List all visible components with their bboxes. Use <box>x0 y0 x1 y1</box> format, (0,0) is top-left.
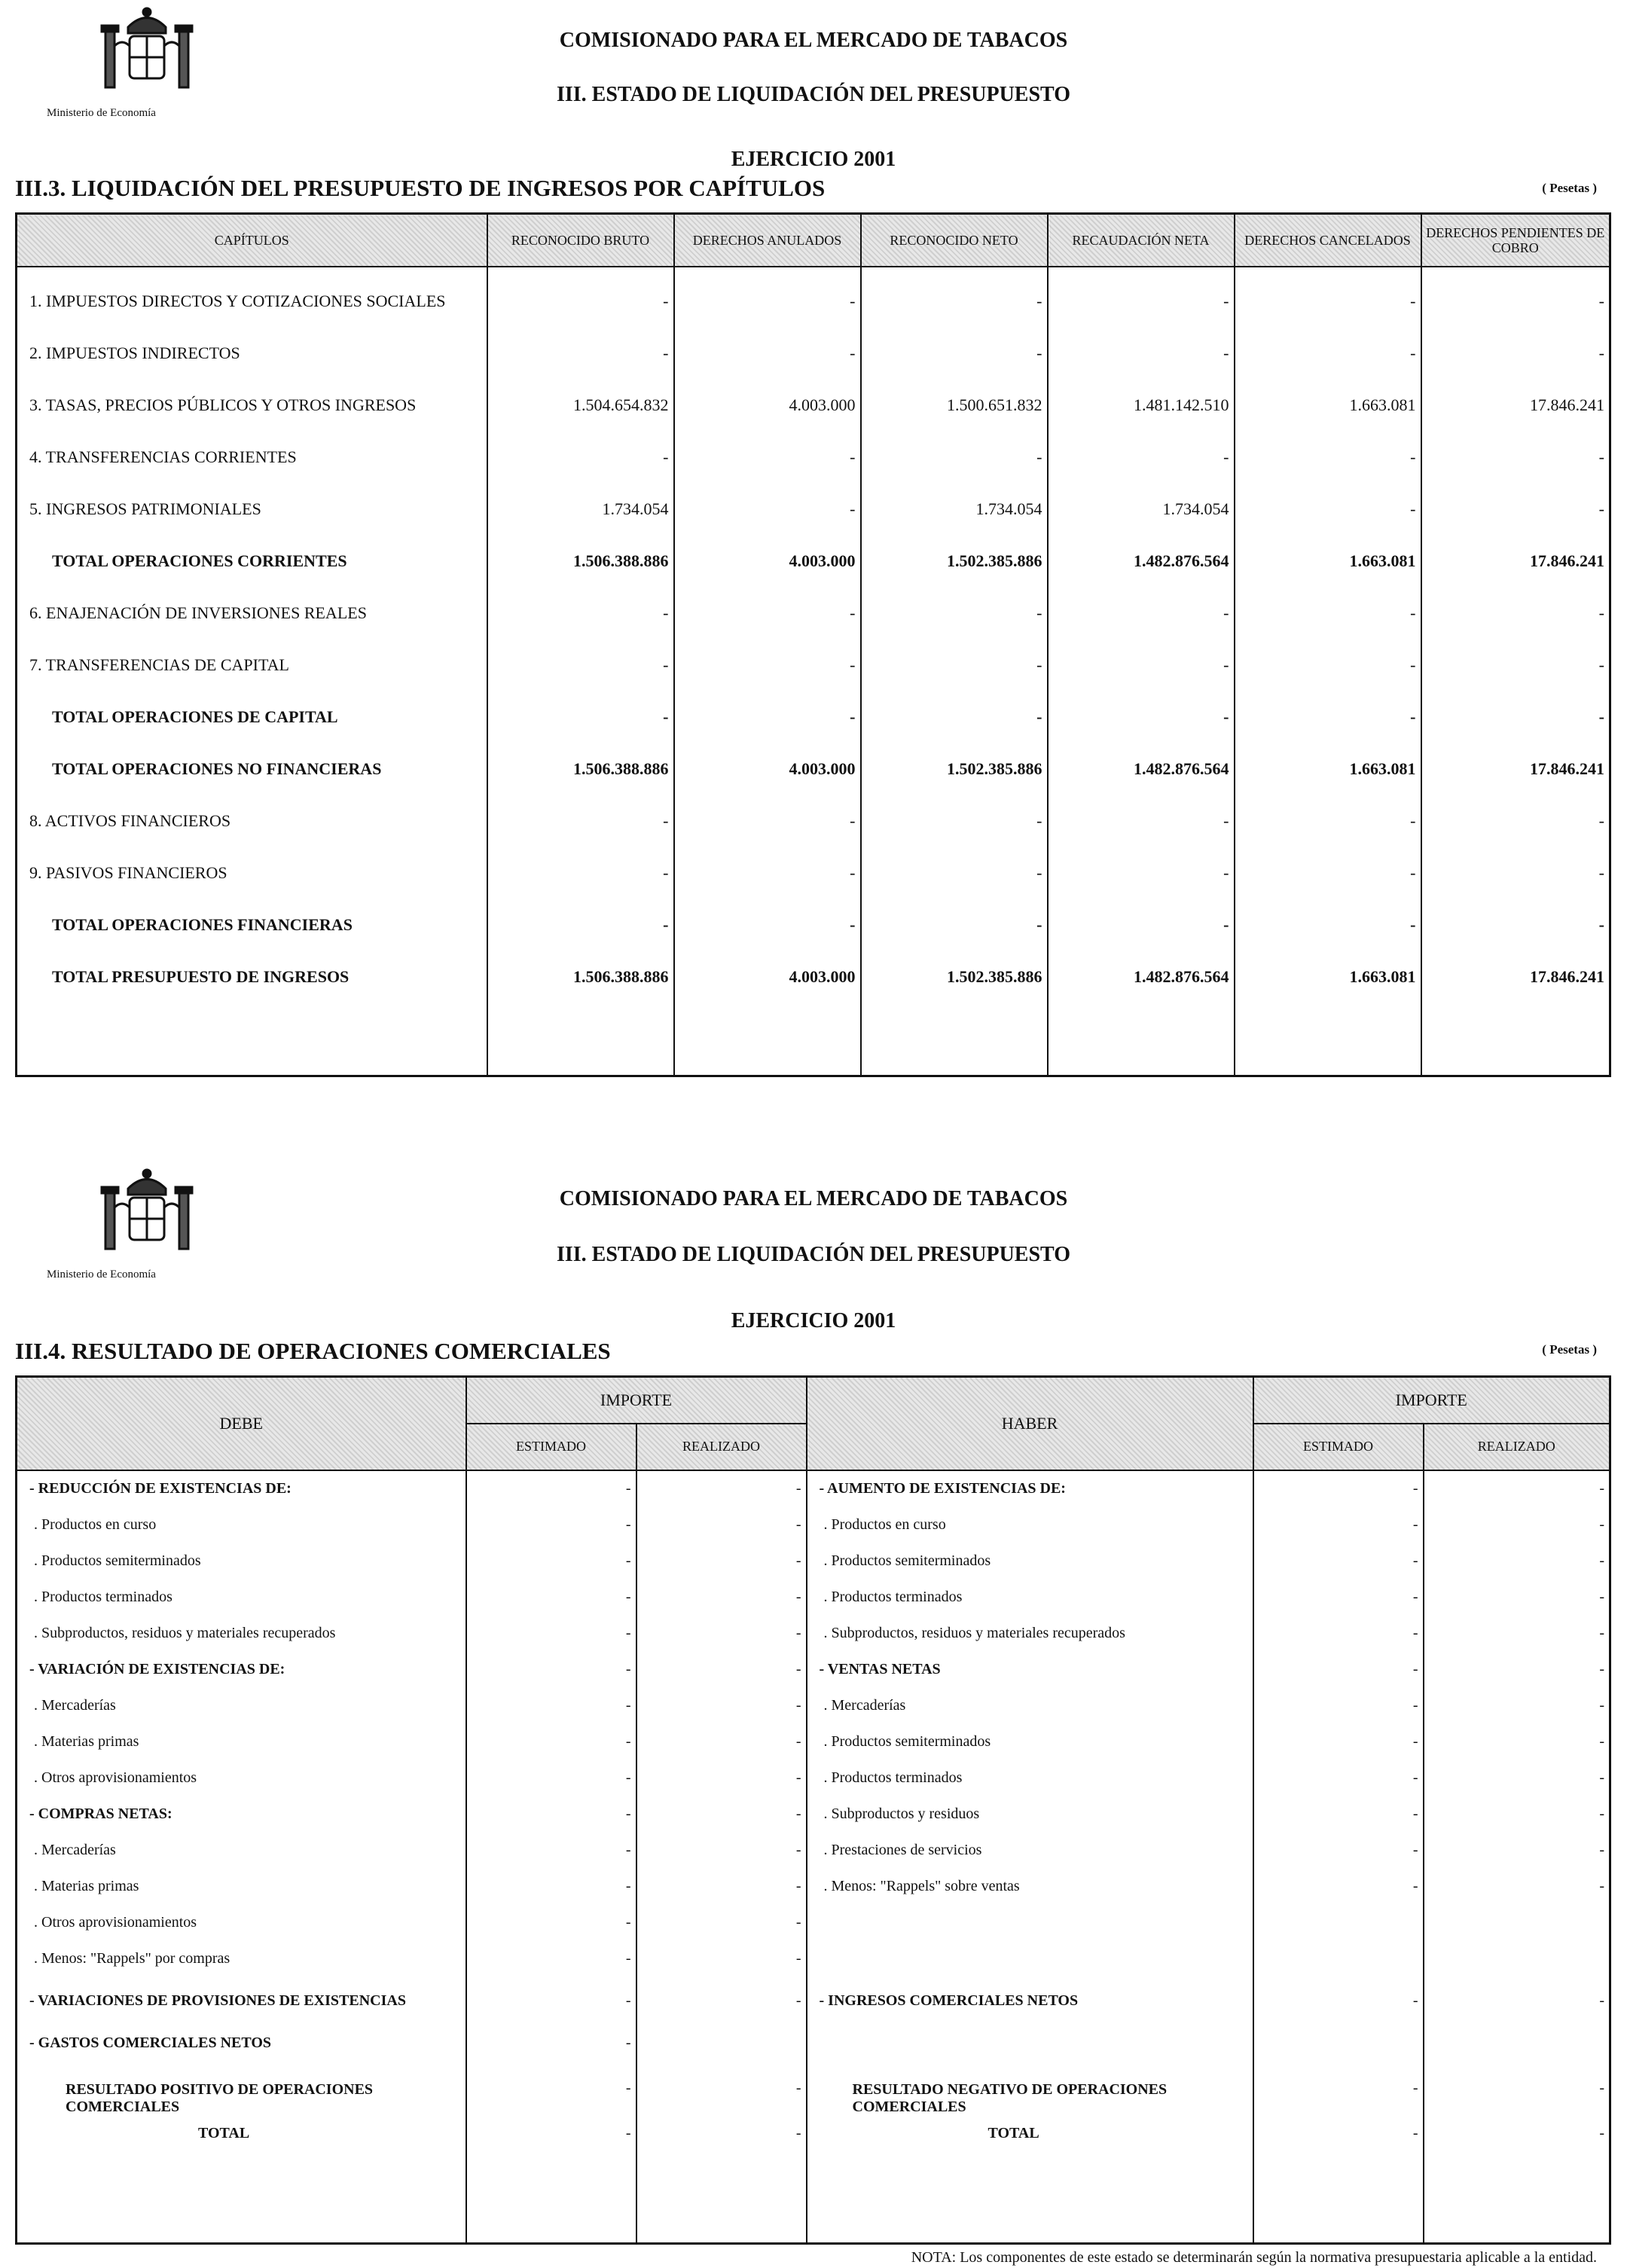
debe-realizado: - <box>636 1507 807 1543</box>
haber-estimado: - <box>1253 1796 1424 1833</box>
cell-value: - <box>674 431 861 483</box>
debe-realizado: - <box>636 1760 807 1796</box>
cell-value: - <box>861 899 1048 951</box>
cell-value: - <box>1421 327 1610 379</box>
table-row <box>17 267 1610 327</box>
haber-estimado: - <box>1253 1470 1424 1507</box>
table-row <box>17 1760 1610 1796</box>
estimado-header: ESTIMADO <box>466 1424 636 1470</box>
table-row <box>17 2025 1610 2062</box>
commercial-operations-table <box>15 1375 1611 2245</box>
cell-value: 4.003.000 <box>674 951 861 1003</box>
debe-realizado: - <box>636 1869 807 1905</box>
debe-label: . Productos terminados <box>17 1580 466 1616</box>
haber-realizado <box>1424 1905 1610 1941</box>
cell-value: 17.846.241 <box>1421 535 1610 587</box>
cell-value: - <box>1235 483 1421 535</box>
result-value: - <box>466 2062 636 2116</box>
fiscal-year: EJERCICIO 2001 <box>731 1309 896 1332</box>
cell-value: - <box>674 691 861 743</box>
haber-label: . Subproductos, residuos y materiales recuperados <box>807 1616 1253 1652</box>
table-row <box>17 1543 1610 1580</box>
debe-estimado: - <box>466 1941 636 1977</box>
table-row <box>17 1470 1610 1507</box>
ministry-label: Ministerio de Economía <box>47 107 156 119</box>
ministry-label: Ministerio de Economía <box>47 1268 156 1281</box>
row-label: 2. IMPUESTOS INDIRECTOS <box>17 327 487 379</box>
income-budget-table <box>15 212 1611 1077</box>
cell-value: - <box>1421 899 1610 951</box>
cell-value: 4.003.000 <box>674 379 861 431</box>
table-row <box>17 327 1610 379</box>
table-row <box>17 483 1610 535</box>
debe-estimado: - <box>466 1905 636 1941</box>
debe-estimado: - <box>466 1869 636 1905</box>
col-header: DERECHOS ANULADOS <box>674 214 861 267</box>
debe-realizado: - <box>636 1905 807 1941</box>
table-header-row <box>17 214 1610 267</box>
table-row <box>17 1580 1610 1616</box>
haber-label: . Productos terminados <box>807 1760 1253 1796</box>
currency-unit: ( Pesetas ) <box>1542 181 1597 195</box>
table-row <box>17 691 1610 743</box>
result-value: - <box>636 2062 807 2116</box>
col-header: DERECHOS CANCELADOS <box>1235 214 1421 267</box>
debe-estimado: - <box>466 1543 636 1580</box>
haber-header: HABER <box>807 1377 1253 1470</box>
haber-label: - INGRESOS COMERCIALES NETOS <box>807 1977 1253 2025</box>
cell-value: - <box>1048 847 1235 899</box>
cell-value: - <box>1421 795 1610 847</box>
cell-value: - <box>674 483 861 535</box>
cell-value: - <box>487 847 674 899</box>
cell-value: - <box>1235 795 1421 847</box>
footnote: NOTA: Los componentes de este estado se determinarán según la normativa presupuestaria aplicable a la entidad. <box>911 2249 1597 2266</box>
section-title: III.4. RESULTADO DE OPERACIONES COMERCIALES <box>15 1338 611 1364</box>
cell-value: 1.504.654.832 <box>487 379 674 431</box>
debe-estimado: - <box>466 1724 636 1760</box>
col-header: CAPÍTULOS <box>17 214 487 267</box>
result-value: - <box>1424 2062 1610 2116</box>
empty-cell <box>1235 1003 1421 1076</box>
table-row <box>17 1977 1610 2025</box>
cell-value: 1.502.385.886 <box>861 951 1048 1003</box>
debe-label: - COMPRAS NETAS: <box>17 1796 466 1833</box>
cell-value: - <box>674 587 861 639</box>
table-row <box>17 795 1610 847</box>
haber-estimado: - <box>1253 1869 1424 1905</box>
result-debe-label: RESULTADO POSITIVO DE OPERACIONES COMERCIALES <box>17 2062 466 2116</box>
cell-value: - <box>487 691 674 743</box>
cell-value: 1.663.081 <box>1235 743 1421 795</box>
cell-value: - <box>1235 899 1421 951</box>
table-row <box>17 1905 1610 1941</box>
haber-label: . Mercaderías <box>807 1688 1253 1724</box>
debe-label: . Otros aprovisionamientos <box>17 1760 466 1796</box>
cell-value: 17.846.241 <box>1421 379 1610 431</box>
report-subtitle: III. ESTADO DE LIQUIDACIÓN DEL PRESUPUESTO <box>556 1243 1071 1266</box>
cell-value: 1.502.385.886 <box>861 743 1048 795</box>
table-row <box>17 639 1610 691</box>
row-label: 4. TRANSFERENCIAS CORRIENTES <box>17 431 487 483</box>
cell-value: - <box>1048 795 1235 847</box>
debe-realizado: - <box>636 1833 807 1869</box>
cell-value: 17.846.241 <box>1421 951 1610 1003</box>
haber-estimado: - <box>1253 1543 1424 1580</box>
cell-value: - <box>1421 431 1610 483</box>
debe-label: . Productos en curso <box>17 1507 466 1543</box>
cell-value: - <box>861 847 1048 899</box>
empty-cell <box>487 1003 674 1076</box>
realizado-header: REALIZADO <box>1424 1424 1610 1470</box>
haber-realizado: - <box>1424 1507 1610 1543</box>
cell-value: - <box>1235 587 1421 639</box>
empty-cell <box>1424 2152 1610 2244</box>
debe-realizado: - <box>636 1543 807 1580</box>
debe-estimado: - <box>466 1833 636 1869</box>
total-value: - <box>466 2116 636 2152</box>
cell-value: 1.663.081 <box>1235 379 1421 431</box>
debe-realizado: - <box>636 1580 807 1616</box>
cell-value: 1.663.081 <box>1235 535 1421 587</box>
cell-value: - <box>861 267 1048 327</box>
table-row <box>17 1688 1610 1724</box>
org-title: COMISIONADO PARA EL MERCADO DE TABACOS <box>559 29 1068 52</box>
total-value: - <box>1424 2116 1610 2152</box>
cell-value: 1.506.388.886 <box>487 951 674 1003</box>
cell-value: - <box>861 691 1048 743</box>
debe-header: DEBE <box>17 1377 466 1470</box>
cell-value: 1.734.054 <box>487 483 674 535</box>
cell-value: - <box>1421 587 1610 639</box>
cell-value: 4.003.000 <box>674 535 861 587</box>
debe-realizado: - <box>636 1688 807 1724</box>
cell-value: - <box>861 431 1048 483</box>
cell-value: 1.663.081 <box>1235 951 1421 1003</box>
debe-label: . Subproductos, residuos y materiales recuperados <box>17 1616 466 1652</box>
row-label: TOTAL OPERACIONES NO FINANCIERAS <box>17 743 487 795</box>
row-label: TOTAL PRESUPUESTO DE INGRESOS <box>17 951 487 1003</box>
currency-unit: ( Pesetas ) <box>1542 1342 1597 1357</box>
row-label: 9. PASIVOS FINANCIEROS <box>17 847 487 899</box>
empty-cell <box>807 2152 1253 2244</box>
cell-value: - <box>487 431 674 483</box>
table-row <box>17 431 1610 483</box>
cell-value: - <box>674 847 861 899</box>
cell-value: - <box>861 795 1048 847</box>
debe-label: . Otros aprovisionamientos <box>17 1905 466 1941</box>
haber-realizado: - <box>1424 1616 1610 1652</box>
cell-value: - <box>674 795 861 847</box>
haber-estimado: - <box>1253 1724 1424 1760</box>
cell-value: - <box>1421 847 1610 899</box>
debe-realizado: - <box>636 1977 807 2025</box>
haber-estimado <box>1253 1941 1424 1977</box>
row-label: 8. ACTIVOS FINANCIEROS <box>17 795 487 847</box>
cell-value: - <box>1235 267 1421 327</box>
table-row <box>17 1507 1610 1543</box>
row-label: 3. TASAS, PRECIOS PÚBLICOS Y OTROS INGRESOS <box>17 379 487 431</box>
debe-estimado: - <box>466 1796 636 1833</box>
cell-value: 1.734.054 <box>1048 483 1235 535</box>
debe-estimado: - <box>466 1616 636 1652</box>
haber-label: . Productos semiterminados <box>807 1724 1253 1760</box>
result-value: - <box>1253 2062 1424 2116</box>
org-title: COMISIONADO PARA EL MERCADO DE TABACOS <box>559 1187 1068 1210</box>
haber-estimado: - <box>1253 1688 1424 1724</box>
spacer-row <box>17 1003 1610 1076</box>
cell-value: 17.846.241 <box>1421 743 1610 795</box>
haber-label: . Productos semiterminados <box>807 1543 1253 1580</box>
empty-cell <box>1048 1003 1235 1076</box>
empty-cell <box>1253 2152 1424 2244</box>
cell-value: 1.482.876.564 <box>1048 951 1235 1003</box>
section-title: III.3. LIQUIDACIÓN DEL PRESUPUESTO DE INGRESOS POR CAPÍTULOS <box>15 175 826 201</box>
cell-value: 1.734.054 <box>861 483 1048 535</box>
empty-cell <box>17 1003 487 1076</box>
table-row <box>17 1941 1610 1977</box>
realizado-header: REALIZADO <box>636 1424 807 1470</box>
cell-value: - <box>674 899 861 951</box>
haber-estimado: - <box>1253 1833 1424 1869</box>
haber-realizado: - <box>1424 1688 1610 1724</box>
haber-realizado: - <box>1424 1470 1610 1507</box>
debe-realizado <box>636 2025 807 2062</box>
cell-value: - <box>861 587 1048 639</box>
haber-estimado: - <box>1253 1507 1424 1543</box>
haber-label: - AUMENTO DE EXISTENCIAS DE: <box>807 1470 1253 1507</box>
debe-estimado: - <box>466 1977 636 2025</box>
row-label: TOTAL OPERACIONES FINANCIERAS <box>17 899 487 951</box>
debe-label: - REDUCCIÓN DE EXISTENCIAS DE: <box>17 1470 466 1507</box>
haber-realizado: - <box>1424 1724 1610 1760</box>
cell-value: - <box>1421 483 1610 535</box>
haber-realizado: - <box>1424 1977 1610 2025</box>
haber-label <box>807 1905 1253 1941</box>
haber-label <box>807 2025 1253 2062</box>
row-label: TOTAL OPERACIONES DE CAPITAL <box>17 691 487 743</box>
table-row <box>17 1869 1610 1905</box>
empty-cell <box>1421 1003 1610 1076</box>
cell-value: - <box>1421 639 1610 691</box>
debe-label: - VARIACIONES DE PROVISIONES DE EXISTENCIAS <box>17 1977 466 2025</box>
cell-value: 1.500.651.832 <box>861 379 1048 431</box>
table-row <box>17 379 1610 431</box>
table-row <box>17 1652 1610 1688</box>
table-row <box>17 1796 1610 1833</box>
haber-label: . Prestaciones de servicios <box>807 1833 1253 1869</box>
debe-estimado: - <box>466 1470 636 1507</box>
empty-cell <box>636 2152 807 2244</box>
haber-realizado: - <box>1424 1796 1610 1833</box>
coat-of-arms-icon <box>90 5 203 95</box>
debe-realizado: - <box>636 1724 807 1760</box>
coat-of-arms-icon <box>90 1166 203 1256</box>
cell-value: - <box>1235 639 1421 691</box>
cell-value: - <box>487 639 674 691</box>
debe-estimado: - <box>466 1652 636 1688</box>
cell-value: 1.506.388.886 <box>487 535 674 587</box>
haber-label: - VENTAS NETAS <box>807 1652 1253 1688</box>
haber-estimado <box>1253 2025 1424 2062</box>
cell-value: - <box>1048 327 1235 379</box>
table-row <box>17 899 1610 951</box>
debe-realizado: - <box>636 1652 807 1688</box>
haber-estimado: - <box>1253 1977 1424 2025</box>
cell-value: - <box>1048 639 1235 691</box>
debe-realizado: - <box>636 1470 807 1507</box>
haber-realizado: - <box>1424 1652 1610 1688</box>
debe-estimado: - <box>466 2025 636 2062</box>
haber-realizado <box>1424 1941 1610 1977</box>
total-value: - <box>1253 2116 1424 2152</box>
cell-value: 1.481.142.510 <box>1048 379 1235 431</box>
table-row <box>17 1724 1610 1760</box>
cell-value: - <box>1235 431 1421 483</box>
table-row <box>17 1833 1610 1869</box>
cell-value: - <box>674 327 861 379</box>
fiscal-year: EJERCICIO 2001 <box>731 148 896 171</box>
haber-estimado: - <box>1253 1616 1424 1652</box>
report-subtitle: III. ESTADO DE LIQUIDACIÓN DEL PRESUPUESTO <box>556 83 1071 106</box>
table-row <box>17 587 1610 639</box>
cell-value: - <box>861 639 1048 691</box>
haber-realizado: - <box>1424 1580 1610 1616</box>
table-row <box>17 535 1610 587</box>
cell-value: - <box>487 899 674 951</box>
haber-realizado: - <box>1424 1543 1610 1580</box>
col-header: RECONOCIDO NETO <box>861 214 1048 267</box>
debe-estimado: - <box>466 1507 636 1543</box>
cell-value: - <box>1048 691 1235 743</box>
cell-value: - <box>1048 267 1235 327</box>
cell-value: - <box>487 587 674 639</box>
table-row <box>17 951 1610 1003</box>
debe-label: - VARIACIÓN DE EXISTENCIAS DE: <box>17 1652 466 1688</box>
row-label: TOTAL OPERACIONES CORRIENTES <box>17 535 487 587</box>
debe-label: . Menos: "Rappels" por compras <box>17 1941 466 1977</box>
haber-label: . Subproductos y residuos <box>807 1796 1253 1833</box>
row-label: 7. TRANSFERENCIAS DE CAPITAL <box>17 639 487 691</box>
cell-value: 1.482.876.564 <box>1048 535 1235 587</box>
debe-label: . Materias primas <box>17 1724 466 1760</box>
empty-cell <box>17 2152 466 2244</box>
empty-cell <box>674 1003 861 1076</box>
debe-label: . Productos semiterminados <box>17 1543 466 1580</box>
haber-label: . Productos terminados <box>807 1580 1253 1616</box>
cell-value: - <box>1048 899 1235 951</box>
cell-value: - <box>861 327 1048 379</box>
col-header: DERECHOS PENDIENTES DE COBRO <box>1421 214 1610 267</box>
result-haber-label: RESULTADO NEGATIVO DE OPERACIONES COMERCIALES <box>807 2062 1253 2116</box>
table-row <box>17 1616 1610 1652</box>
cell-value: - <box>1235 327 1421 379</box>
importe-header: IMPORTE <box>1253 1377 1610 1424</box>
row-label: 6. ENAJENACIÓN DE INVERSIONES REALES <box>17 587 487 639</box>
debe-label: - GASTOS COMERCIALES NETOS <box>17 2025 466 2062</box>
cell-value: - <box>1421 691 1610 743</box>
haber-realizado: - <box>1424 1760 1610 1796</box>
total-value: - <box>636 2116 807 2152</box>
table-row <box>17 847 1610 899</box>
cell-value: - <box>487 795 674 847</box>
table-row <box>17 743 1610 795</box>
haber-label: . Productos en curso <box>807 1507 1253 1543</box>
cell-value: - <box>487 267 674 327</box>
haber-estimado: - <box>1253 1652 1424 1688</box>
debe-label: . Mercaderías <box>17 1833 466 1869</box>
cell-value: - <box>1235 847 1421 899</box>
cell-value: - <box>1048 431 1235 483</box>
cell-value: 1.482.876.564 <box>1048 743 1235 795</box>
cell-value: - <box>1421 267 1610 327</box>
debe-label: . Materias primas <box>17 1869 466 1905</box>
table-header-row <box>17 1377 1610 1424</box>
col-header: RECONOCIDO BRUTO <box>487 214 674 267</box>
result-row <box>17 2062 1610 2116</box>
total-label: TOTAL <box>807 2116 1253 2152</box>
debe-estimado: - <box>466 1688 636 1724</box>
cell-value: 1.502.385.886 <box>861 535 1048 587</box>
debe-realizado: - <box>636 1796 807 1833</box>
cell-value: - <box>487 327 674 379</box>
debe-realizado: - <box>636 1616 807 1652</box>
cell-value: - <box>674 267 861 327</box>
haber-label: . Menos: "Rappels" sobre ventas <box>807 1869 1253 1905</box>
col-header: RECAUDACIÓN NETA <box>1048 214 1235 267</box>
spacer-row <box>17 2152 1610 2244</box>
estimado-header: ESTIMADO <box>1253 1424 1424 1470</box>
haber-realizado: - <box>1424 1833 1610 1869</box>
row-label: 1. IMPUESTOS DIRECTOS Y COTIZACIONES SOCIALES <box>17 267 487 327</box>
importe-header: IMPORTE <box>466 1377 807 1424</box>
haber-estimado: - <box>1253 1760 1424 1796</box>
debe-label: . Mercaderías <box>17 1688 466 1724</box>
cell-value: - <box>1235 691 1421 743</box>
cell-value: 4.003.000 <box>674 743 861 795</box>
total-label: TOTAL <box>17 2116 466 2152</box>
haber-estimado: - <box>1253 1580 1424 1616</box>
cell-value: 1.506.388.886 <box>487 743 674 795</box>
total-row <box>17 2116 1610 2152</box>
debe-estimado: - <box>466 1760 636 1796</box>
cell-value: - <box>1048 587 1235 639</box>
cell-value: - <box>674 639 861 691</box>
empty-cell <box>466 2152 636 2244</box>
haber-estimado <box>1253 1905 1424 1941</box>
haber-realizado: - <box>1424 1869 1610 1905</box>
debe-estimado: - <box>466 1580 636 1616</box>
haber-label <box>807 1941 1253 1977</box>
debe-realizado: - <box>636 1941 807 1977</box>
haber-realizado <box>1424 2025 1610 2062</box>
empty-cell <box>861 1003 1048 1076</box>
row-label: 5. INGRESOS PATRIMONIALES <box>17 483 487 535</box>
